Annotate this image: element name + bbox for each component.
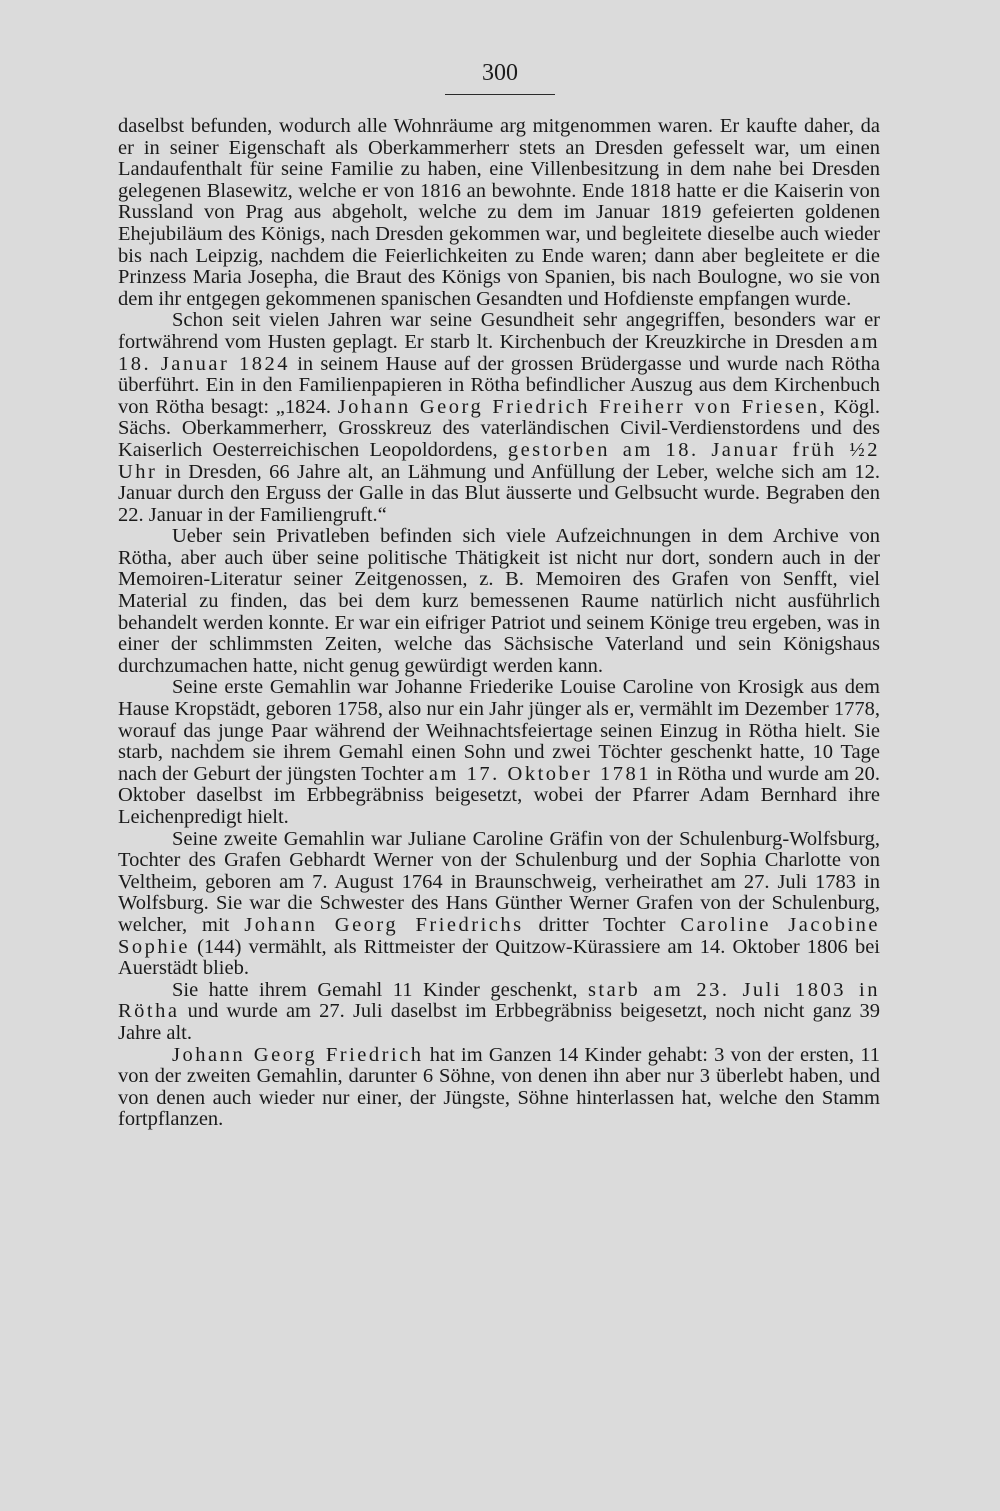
paragraph-3 [118, 526, 880, 677]
emphasized-text: am 17. Oktober 1781 [428, 762, 651, 785]
paragraph-text: Kögl. Sächs. Oberkammerherr, Grosskreuz des vaterländischen Civil-Verdienstordens und des Kaiserlich Oesterreichischen Leopoldordens, [118, 395, 880, 461]
paragraph-4 [118, 677, 880, 828]
paragraph-text: Seine erste Gemahlin war Johanne Friederike Louise Caroline von Krosigk aus dem Hause Kropstädt, geboren 1758, also nur ein Jahr jünger als er, vermählt im Dezember 1778, worauf das junge Paar während der Weihnachtsfeiertage seinen Einzug in Rötha hielt. Sie starb, nachdem sie ihrem Gemahl einen Sohn und zwei Töchter geschenkt hatte, 10 Tage nach der Geburt der jüngsten Tochter [118, 676, 880, 785]
paragraph-text: Seine zweite Gemahlin war Juliane Caroline Gräfin von der Schulenburg-Wolfsburg, Tochter des Grafen Gebhardt Werner von der Schulenburg und der Sophia Charlotte von Veltheim, geboren am 7. August 1764 in Braunschweig, verheirathet am 27. Juli 1783 in Wolfsburg. Sie war die Schwester des Hans Günther Werner Grafen von der Schulenburg, welcher, mit [118, 827, 880, 936]
emphasized-text: starb am 23. Juli 1803 in Rötha [118, 978, 880, 1023]
paragraph-text: Ueber sein Privatleben befinden sich viele Aufzeichnungen in dem Archive von Rötha, aber auch über seine politische Thätigkeit ist nicht nur dort, sondern auch in der Memoiren-Literatur seiner Zeitgenossen, z. B. Memoiren des Grafen von Senfft, viel Material zu finden, das bei dem kurz bemessenen Raume natürlich nicht ausführlich behandelt werden konnte. Er war ein eifriger Patriot und seinem Könige treu ergeben, was in einer der schlimmsten Zeiten, welche das Sächsische Vaterland und sein Königshaus durchzumachen hatte, nicht genug gewürdigt werden kann. [118, 525, 880, 677]
header-rule [445, 94, 555, 95]
paragraph-text: dritter Tochter [538, 913, 666, 936]
page-number: 300 [482, 60, 518, 86]
paragraph-text: (144) vermählt, als Rittmeister der Quitzow-Kürassiere am 14. Oktober 1806 bei Auerstädt blieb. [118, 935, 880, 980]
paragraph-text: Schon seit vielen Jahren war seine Gesundheit sehr angegriffen, besonders war er fortwährend vom Husten geplagt. Er starb lt. Kirchenbuch der Kreuzkirche in Dresden [118, 309, 880, 353]
paragraph-text: hat im Ganzen 14 Kinder gehabt: 3 von der ersten, 11 von der zweiten Gemahlin, darunter 6 Söhne, von denen ihn aber nur 3 überlebt haben, und von denen auch wieder nur einer, der Jüngste, Söhne hinterlassen hat, welche den Stamm fortpflanzen. [118, 1043, 881, 1131]
paragraph-2 [118, 310, 880, 526]
paragraph-text: in seinem Hause auf der grossen Brüdergasse und wurde nach Rötha überführt. Ein in den Familienpapieren in Rötha befindlicher Auszug aus dem Kirchenbuch von Rötha besagt: „1824. [118, 352, 880, 418]
paragraph-text: in Rötha und wurde am 20. Oktober daselbst im Erbbegräbniss beigesetzt, wobei der Pfarrer Adam Bernhard ihre Leichenpredigt hielt. [118, 762, 880, 828]
paragraph-text: in Dresden, 66 Jahre alt, an Lähmung und Anfüllung der Leber, welche sich am 12. Januar durch den Erguss der Galle in das Blut äusserte und Gelbsucht wurde. Begraben den 22. Januar in der Familiengruft.“ [118, 460, 880, 526]
body-text [118, 116, 880, 1131]
emphasized-text: am 18. Januar 1824 [118, 330, 881, 375]
paragraph-6 [118, 980, 880, 1045]
paragraph-1 [118, 116, 880, 310]
paragraph-7 [118, 1045, 880, 1131]
paragraph-text: daselbst befunden, wodurch alle Wohnräume arg mitgenommen waren. Er kaufte daher, da er in seiner Eigenschaft als Oberkammerherr stets an Dresden gefesselt war, um einen Landaufenthalt für seine Familie zu haben, eine Villenbesitzung in dem nahe bei Dresden gelegenen Blasewitz, welche er von 1816 an bewohnte. Ende 1818 hatte er die Kaiserin von Russland von Prag aus abgeholt, welche zu dem im Januar 1819 gefeierten goldenen Ehejubiläum des Königs, nach Dresden gekommen war, und begleitete dieselbe auch wieder bis nach Leipzig, nachdem die Feierlichkeiten zu Ende waren; dann aber begleitete er die Prinzess Maria Josepha, die Braut des Königs von Spanien, bis nach Boulogne, wo sie von dem ihr entgegen gekommenen spanischen Gesandten und Hofdienste empfangen wurde. [118, 115, 880, 310]
paragraph-text: und wurde am 27. Juli daselbst im Erbbegräbniss beigesetzt, noch nicht ganz 39 Jahre alt. [118, 1000, 880, 1044]
emphasized-text: Caroline Jacobine Sophie [118, 913, 881, 958]
emphasized-text: Johann Georg Friedrichs [244, 913, 524, 936]
emphasized-text: Johann Georg Friedrich Freiherr von Friesen, [337, 395, 828, 418]
emphasized-text: Johann Georg Friedrich [172, 1043, 424, 1066]
paragraph-5 [118, 829, 880, 980]
emphasized-text: gestorben am 18. Januar früh ½2 Uhr [118, 438, 881, 483]
paragraph-text: Sie hatte ihrem Gemahl 11 Kinder geschenkt, [172, 978, 578, 1001]
